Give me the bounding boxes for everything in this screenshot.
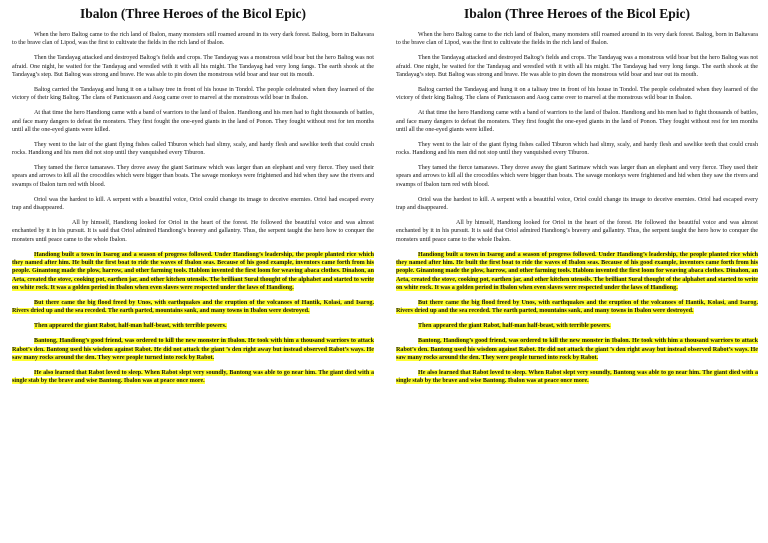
paragraph-text: Handiong built a town in Isarog and a season of progress followed. Under Handiong’s leadership, the people planted rice which they named after him. He built the first boat to ride the waves of Ibalon seas. Because of his good example, inventors came forth from his people. Ginantong made the plow, harrow, and other farming tools. Hablom invented the first loom for weaving abaca clothes. Dinahon, an Aeta, created the stove, cooking pot, earthen jar, and other kitchen utensils. The brilliant Sural thought of the alphabet and started to write on white rock. It was a golden period in Ibalon when even slaves were respected under the laws of Handiong.: [396, 251, 758, 291]
paragraph: [396, 164, 758, 189]
paragraph: [396, 141, 758, 158]
paragraph-text: All by himself, Handiong looked for Oriol in the heart of the forest. He followed the beautiful voice and was almost enchanted by it in his pursuit. It is said that Oriol admired Handiong’s bravery and gallantry. Thus, the serpent taught the hero how to conquer the monsters until peace came to the whole Ibalon.: [396, 220, 758, 243]
paragraph-text: They went to the lair of the giant flying fishes called Tiburon which had slimy, scaly, and hardy flesh and sawlike teeth that could crush rocks. Handiong and his men did not stop until they vanquished every Tiburon.: [396, 141, 758, 157]
paragraph: [12, 141, 374, 158]
paragraph: [12, 86, 374, 103]
paragraph-text: But there came the big flood freed by Unos, with earthquakes and the eruption of the volcanoes of Hantik, Kolasi, and Isarog. Rivers dried up and the sea receded. The earth parted, mountains sank, and many towns in Ibalon were destroyed.: [396, 299, 758, 315]
paragraph: [12, 54, 374, 79]
highlighted-paragraph: [396, 322, 758, 330]
paragraph-text: Bantong, Handiong’s good friend, was ordered to kill the new monster in Ibalon. He took with him a thousand warriors to attack Rabot’s den. Bantong used his wisdom against Rabot. He did not attack the giant ’s den right away but instead observed Rabot’s ways. He saw many rocks around the den. They were people turned into rock by Rabot.: [12, 338, 374, 361]
document-title: Ibalon (Three Heroes of the Bicol Epic): [464, 6, 690, 21]
paragraph-text: All by himself, Handiong looked for Oriol in the heart of the forest. He followed the beautiful voice and was almost enchanted by it in his pursuit. It is said that Oriol admired Handiong’s bravery and gallantry. Thus, the serpent taught the hero how to conquer the monsters until peace came to the whole Ibalon.: [12, 220, 374, 243]
highlighted-paragraph: [12, 337, 374, 362]
paragraph-text: Oriol was the hardest to kill. A serpent with a beautiful voice, Oriol could change its image to deceive enemies. Oriol had escaped every trap and disappeared.: [396, 196, 758, 212]
paragraph-text: At that time the hero Handiong came with a band of warriors to the land of Ibalon. Handiong and his men had to fight thousands of battles, and face many dangers to defeat the monsters. They first fought the one-eyed giants in the land of Ponon. They fought without rest for ten months until all the one-eyed giants were killed.: [396, 110, 758, 133]
paragraph: [12, 109, 374, 134]
paragraph-text: When the hero Baltog came to the rich land of Ibalon, many monsters still roamed around in its very dark forest. Baltog, born in Baltavara to the brave clan of Lipod, was the first to cultivate the fields in the rich land of Ibalon.: [396, 32, 758, 47]
paragraph-text: Baltog carried the Tandayag and hung it on a talisay tree in front of his house in Tondol. The people celebrated when they learned of the victory of their king Baltog. The clans of Panicuason and Asog came over to marvel at the monstrous wild boar in Ibalon.: [396, 86, 758, 102]
paragraph-text: They went to the lair of the giant flying fishes called Tiburon which had slimy, scaly, and hardy flesh and sawlike teeth that could crush rocks. Handiong and his men did not stop until they vanquished every Tiburon.: [12, 141, 374, 157]
paragraph: [12, 196, 374, 213]
paragraph-text: He also learned that Rabot loved to sleep. When Rabot slept very soundly, Bantong was able to go near him. The giant died with a single stab by the brave and wise Bantong. Ibalon was at peace once more.: [12, 369, 374, 385]
page-right: [384, 0, 768, 543]
highlighted-paragraph: [12, 251, 374, 293]
highlighted-paragraph: [12, 299, 374, 316]
paragraph-text: Oriol was the hardest to kill. A serpent with a beautiful voice, Oriol could change its image to deceive enemies. Oriol had escaped every trap and disappeared.: [12, 196, 374, 212]
paragraph-text: Then the Tandayag attacked and destroyed Baltog’s fields and crops. The Tandayag was a monstrous wild boar but the hero Baltog was not afraid. One night, he waited for the Tandayag and wrestled with it with all his might. The Tandayag had very long fangs. The earth shook at the Tandayag’s step. But Baltog was strong and brave. He was able to pin down the monstrous wild boar and tear out its mouth.: [12, 55, 374, 78]
highlighted-paragraph: [396, 251, 758, 293]
paragraph: [12, 219, 374, 244]
paragraph: [396, 109, 758, 134]
paragraph-text: At that time the hero Handiong came with a band of warriors to the land of Ibalon. Handiong and his men had to fight thousands of battles, and face many dangers to defeat the monsters. They first fought the one-eyed giants in the land of Ponon. They fought without rest for ten months until all the one-eyed giants were killed.: [12, 110, 374, 133]
highlighted-paragraph: [12, 322, 374, 330]
paragraph-text: When the hero Baltog came to the rich land of Ibalon, many monsters still roamed around in its very dark forest. Baltog, born in Baltavara to the brave clan of Lipod, was the first to cultivate the fields in the rich land of Ibalon.: [12, 32, 374, 47]
paragraph-text: Handiong built a town in Isarog and a season of progress followed. Under Handiong’s leadership, the people planted rice which they named after him. He built the first boat to ride the waves of Ibalon seas. Because of his good example, inventors came forth from his people. Ginantong made the plow, harrow, and other farming tools. Hablom invented the first loom for weaving abaca clothes. Dinahon, an Aeta, created the stove, cooking pot, earthen jar, and other kitchen utensils. The brilliant Sural thought of the alphabet and started to write on white rock. It was a golden period in Ibalon when even slaves were respected under the laws of Handiong.: [12, 251, 374, 291]
paragraph: [396, 54, 758, 79]
paragraph-text: He also learned that Rabot loved to sleep. When Rabot slept very soundly, Bantong was able to go near him. The giant died with a single stab by the brave and wise Bantong. Ibalon was at peace once more.: [396, 369, 758, 385]
paragraph: [12, 31, 374, 48]
paragraph-text: Bantong, Handiong’s good friend, was ordered to kill the new monster in Ibalon. He took with him a thousand warriors to attack Rabot’s den. Bantong used his wisdom against Rabot. He did not attack the giant ’s den right away but instead observed Rabot’s ways. He saw many rocks around the den. They were people turned into rock by Rabot.: [396, 338, 758, 361]
paragraph-text: They tamed the fierce tamaraws. They drove away the giant Sarimaw which was larger than an elephant and very fierce. They used their spears and arrows to kill all the crocodiles which were bigger than boats. The savage monkeys were frightened and hid when they saw the rivers and swamps of Ibalon turn red with blood.: [12, 165, 375, 188]
paragraph: [12, 164, 374, 189]
paragraph-text: They tamed the fierce tamaraws. They drove away the giant Sarimaw which was larger than an elephant and very fierce. They used their spears and arrows to kill all the crocodiles which were bigger than boats. The savage monkeys were frightened and hid when they saw the rivers and swamps of Ibalon turn red with blood.: [396, 165, 759, 188]
paragraph: [396, 196, 758, 213]
highlighted-paragraph: [396, 299, 758, 316]
paragraph-text: Then appeared the giant Rabot, half-man half-beast, with terrible powers.: [34, 323, 227, 330]
paragraph-text: Then the Tandayag attacked and destroyed Baltog’s fields and crops. The Tandayag was a monstrous wild boar but the hero Baltog was not afraid. One night, he waited for the Tandayag and wrestled with it with all his might. The Tandayag had very long fangs. The earth shook at the Tandayag’s step. But Baltog was strong and brave. He was able to pin down the monstrous wild boar and tear out its mouth.: [396, 55, 758, 78]
paragraph-text: Then appeared the giant Rabot, half-man half-beast, with terrible powers.: [418, 323, 611, 330]
document-title: Ibalon (Three Heroes of the Bicol Epic): [80, 6, 306, 21]
highlighted-paragraph: [396, 369, 758, 386]
highlighted-paragraph: [396, 337, 758, 362]
paragraph: [396, 31, 758, 48]
highlighted-paragraph: [12, 369, 374, 386]
paragraph-text: But there came the big flood freed by Unos, with earthquakes and the eruption of the volcanoes of Hantik, Kolasi, and Isarog. Rivers dried up and the sea receded. The earth parted, mountains sank, and many towns in Ibalon were destroyed.: [12, 299, 374, 315]
paragraph: [396, 219, 758, 244]
paragraph-text: Baltog carried the Tandayag and hung it on a talisay tree in front of his house in Tondol. The people celebrated when they learned of the victory of their king Baltog. The clans of Panicuason and Asog came over to marvel at the monstrous wild boar in Ibalon.: [12, 86, 374, 102]
paragraph: [396, 86, 758, 103]
